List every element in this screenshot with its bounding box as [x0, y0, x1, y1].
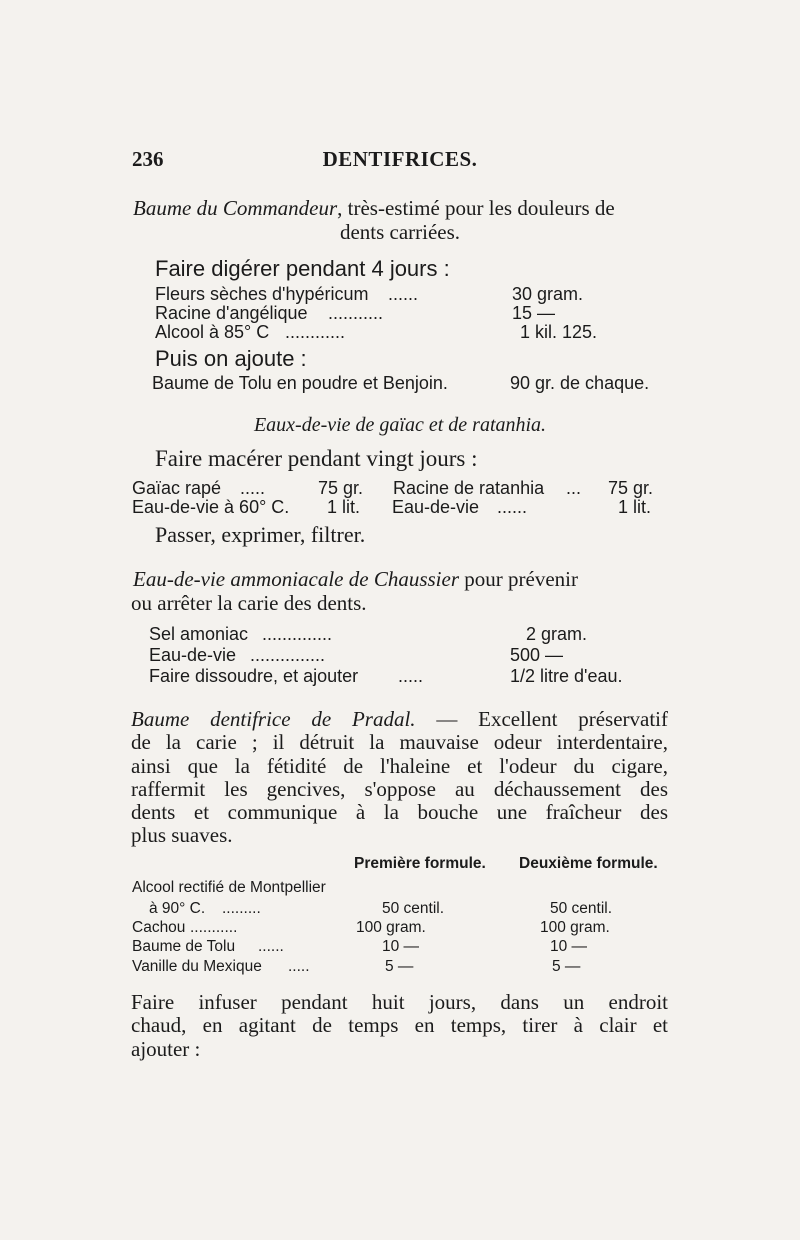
recipe-ingredient: Racine d'angélique	[155, 303, 308, 323]
recipe-quantity: 1/2 litre d'eau.	[510, 666, 623, 686]
recipe-ingredient: Racine de ratanhia	[393, 478, 545, 498]
recipe-ingredient: Eau-de-vie	[149, 645, 237, 665]
column-header-first-formula: Première formule.	[354, 855, 486, 872]
dot-leader: ......	[497, 497, 528, 517]
pradal-line: dents et communique à la bouche une fraîcheur des	[131, 800, 668, 825]
recipe-quantity: 1 kil. 125.	[520, 322, 598, 342]
table-row-label: à 90° C.	[149, 900, 206, 917]
section-title-commandeur	[133, 196, 615, 221]
recipe-quantity: 75 gr.	[608, 478, 654, 498]
dot-leader: ......	[258, 938, 284, 955]
pradal-title-italic: Baume dentifrice de Pradal.	[131, 707, 416, 731]
chaussier-title-italic: Eau-de-vie ammoniacale de Chaussier	[133, 567, 460, 591]
table-cell-second: 10 —	[550, 938, 588, 955]
pradal-line: de la carie ; il détruit la mauvaise odeur interdentaire,	[131, 730, 668, 755]
table-cell-second: 50 centil.	[550, 900, 613, 917]
closing-line: ajouter :	[131, 1036, 201, 1061]
recipe-quantity: 500 —	[510, 645, 564, 665]
table-row-label: Cachou	[132, 919, 186, 936]
commandeur-then: Puis on ajoute :	[155, 346, 307, 371]
commandeur-title-rest: , très-estimé pour les douleurs de	[337, 196, 615, 220]
pradal-line: plus suaves.	[131, 823, 233, 848]
recipe-ingredient: Baume de Tolu en poudre et Benjoin.	[152, 373, 448, 393]
closing-line: Faire infuser pendant huit jours, dans un endroit	[131, 990, 668, 1014]
recipe-ingredient: Faire dissoudre, et ajouter	[149, 666, 359, 686]
dot-leader: .....	[398, 666, 424, 686]
pradal-line	[131, 708, 668, 731]
recipe-ingredient: Sel amoniac	[149, 624, 249, 644]
chaussier-line2: ou arrêter la carie des dents.	[131, 591, 367, 615]
recipe-quantity: 2 gram.	[526, 624, 588, 644]
pradal-line: ainsi que la fétidité de l'haleine et l'odeur du cigare,	[131, 753, 668, 778]
closing-paragraph	[131, 991, 668, 1061]
recipe-quantity: 1 lit.	[618, 497, 652, 517]
recipe-quantity: 75 gr.	[318, 478, 364, 498]
recipe-quantity: 1 lit.	[327, 497, 361, 517]
commandeur-instruction: Faire digérer pendant 4 jours :	[155, 256, 450, 281]
table-row-label: Alcool rectifié de Montpellier	[132, 879, 326, 896]
table-cell-first: 100 gram.	[356, 919, 426, 936]
dot-leader: ...........	[328, 303, 384, 323]
page-number: 236	[132, 147, 164, 171]
gaiac-instruction: Faire macérer pendant vingt jours :	[155, 446, 478, 471]
recipe-ingredient: Fleurs sèches d'hypéricum	[155, 284, 369, 304]
gaiac-end: Passer, exprimer, filtrer.	[155, 522, 366, 547]
dot-leader: .....	[240, 478, 266, 498]
table-row-label: Baume de Tolu	[132, 938, 236, 955]
pradal-title-rest: — Excellent préservatif	[415, 707, 668, 731]
commandeur-title-line2: dents carriées.	[339, 220, 461, 244]
table-cell-first: 50 centil.	[382, 900, 445, 917]
table-cell-first: 5 —	[385, 958, 414, 975]
recipe-ingredient: Gaïac rapé	[132, 478, 222, 498]
dot-leader: .........	[222, 900, 261, 917]
recipe-quantity: 90 gr. de chaque.	[510, 373, 650, 393]
section-title-gaiac: Eaux-de-vie de gaïac et de ratanhia.	[253, 414, 547, 436]
pradal-line: raffermit les gencives, s'oppose au déchaussement des	[131, 776, 668, 801]
pradal-paragraph	[131, 708, 668, 848]
chaussier-title-rest: pour prévenir	[459, 567, 578, 591]
dot-leader: ...	[566, 478, 582, 498]
dot-leader: ............	[285, 322, 346, 342]
table-cell-second: 5 —	[552, 958, 581, 975]
recipe-ingredient: Eau-de-vie	[392, 497, 480, 517]
dot-leader: ...............	[250, 645, 326, 665]
dot-leader: .....	[288, 958, 310, 975]
dot-leader: ......	[388, 284, 419, 304]
recipe-ingredient: Alcool à 85° C	[155, 322, 270, 342]
commandeur-title-italic: Baume du Commandeur	[133, 196, 338, 220]
column-header-second-formula: Deuxième formule.	[519, 855, 658, 872]
dot-leader: ..............	[262, 624, 333, 644]
closing-line: chaud, en agitant de temps en temps, tirer à clair et	[131, 1013, 668, 1038]
recipe-quantity: 15 —	[512, 303, 556, 323]
recipe-ingredient: Eau-de-vie à 60° C.	[132, 497, 290, 517]
page-header	[132, 147, 668, 177]
table-cell-second: 100 gram.	[540, 919, 610, 936]
running-title: DENTIFRICES.	[322, 147, 478, 171]
dot-leader: ...........	[190, 919, 238, 936]
section-title-chaussier	[133, 567, 578, 592]
recipe-quantity: 30 gram.	[512, 284, 584, 304]
table-cell-first: 10 —	[382, 938, 420, 955]
table-row-label: Vanille du Mexique	[132, 958, 262, 975]
